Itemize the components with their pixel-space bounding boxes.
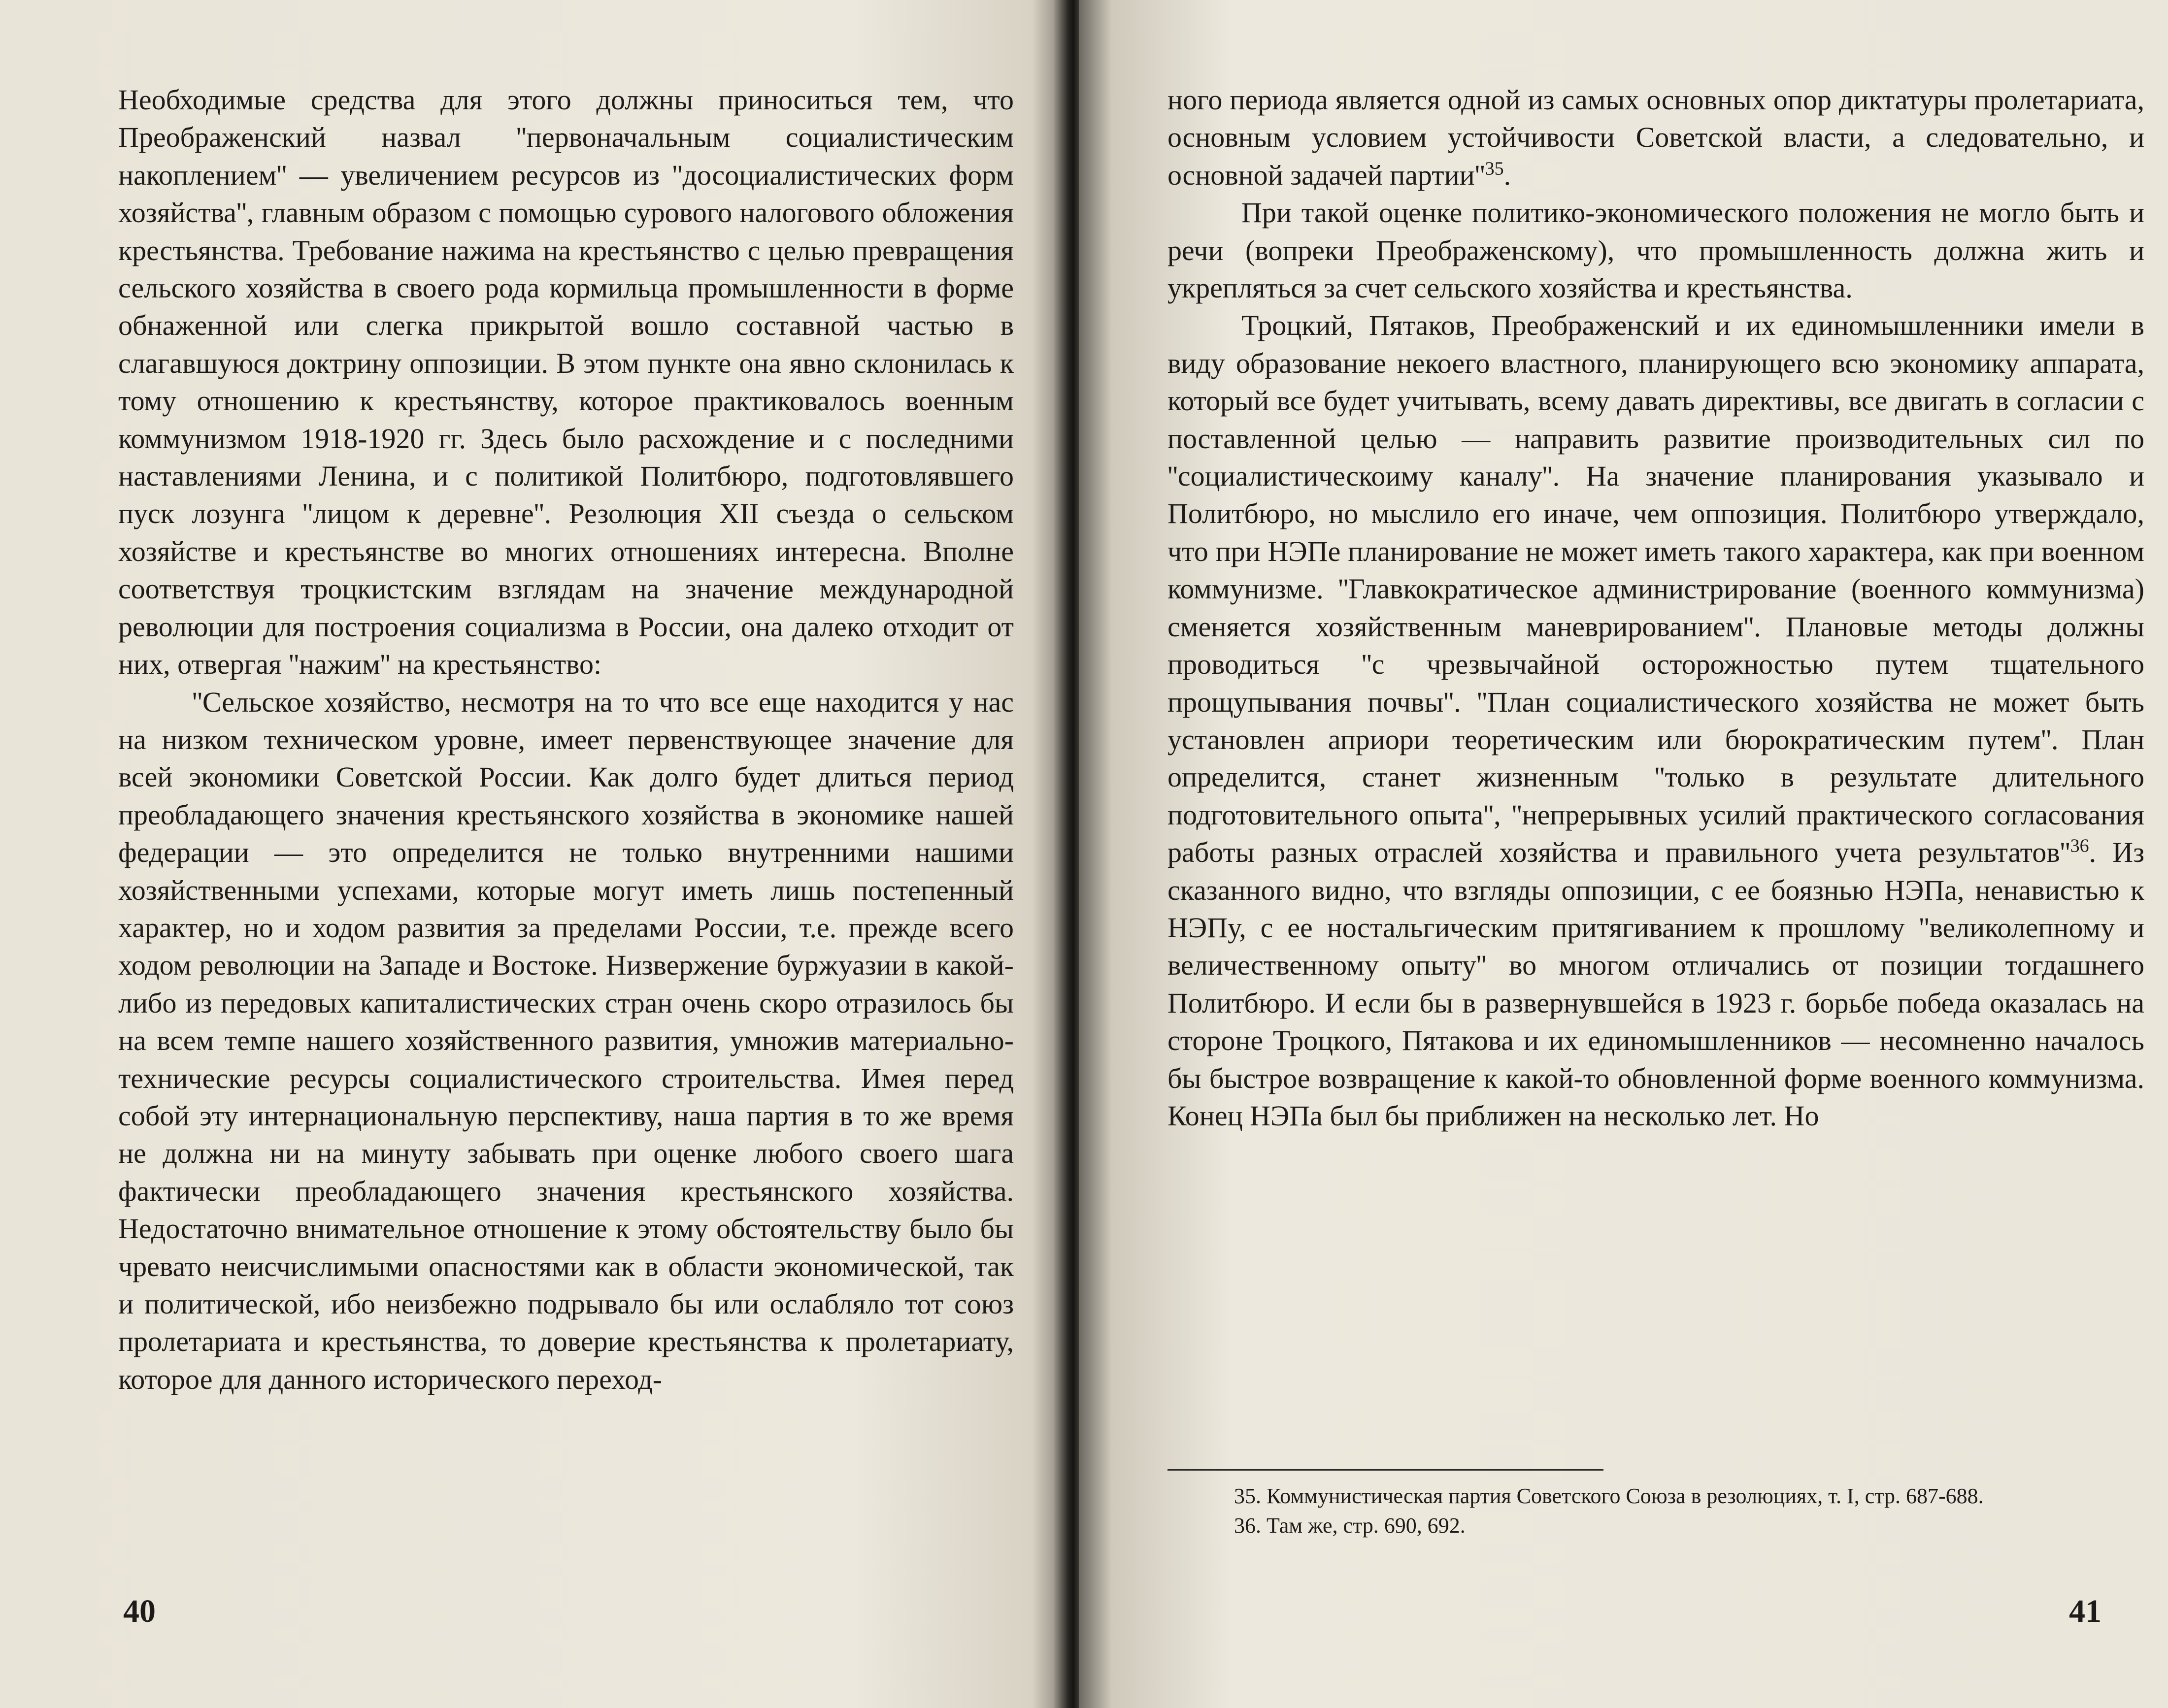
footnote-ref[interactable]: 35 [1485,158,1504,179]
footnotes [1167,1481,2144,1541]
paragraph [1167,307,2144,1135]
right-page-text [1167,81,2144,1135]
paragraph [1167,81,2144,194]
footnote-ref[interactable]: 36 [2070,835,2089,856]
footnote-divider [1167,1469,1603,1471]
left-page-text [118,81,1014,1398]
paragraph-text: ного периода является одной из самых основных опор диктатуры пролетариата, основным условием устойчивости Советской власти, а следовательно, и основной задачей партии'' [1167,84,2144,191]
left-page [0,0,1064,1708]
quotation-paragraph: ''Сельское хозяйство, несмотря на то что все еще находится у нас на низком техническом уровне, имеет первенствующее значение для всей экономики Советской России. Как долго будет длиться период преобладающего значения крестьянского хозяйства в экономике нашей федерации — это определится не только внутренними нашими хозяйственными успехами, которые могут иметь лишь постепенный характер, но и ходом развития за пределами России, т.е. прежде всего ходом революции на Западе и Востоке. Низвержение буржуазии в какой-либо из передовых капиталистических стран очень скоро отразилось бы на всем темпе нашего хозяйственного развития, умножив материально-технические ресурсы социалистического строительства. Имея перед собой эту интернациональную перспективу, наша партия в то же время не должна ни на минуту забывать при оценке любого своего шага фактически преобладающего значения крестьянского хозяйства. Недостаточно внимательное отношение к этому обстоятельству было бы чревато неисчислимыми опасностями как в области экономической, так и политической, ибо неизбежно подрывало бы или ослабляло тот союз пролетариата и крестьянства, то доверие крестьянства к пролетариату, которое для данного исторического переход- [118,686,1014,1395]
paragraph: При такой оценке политико-экономического положения не могло быть и речи (вопреки Преображенскому), что промышленность должна жить и укрепляться за счет сельского хозяйства и крестьянства. [1167,197,2144,304]
paragraph-text: . [1503,159,1511,191]
page-number: 40 [123,1593,156,1629]
footnote: 35. Коммунистическая партия Советского Союза в резолюциях, т. I, стр. 687-688. [1234,1484,1984,1508]
page-number: 41 [2069,1593,2101,1629]
paragraph: Необходимые средства для этого должны приноситься тем, что Преображенский назвал ''первоначальным социалистическим накоплением'' — увеличением ресурсов из ''досоциалистических форм хозяйства'', главным образом с помощью сурового налогового обложения крестьянства. Требование нажима на крестьянство с целью превращения сельского хозяйства в своего рода кормильца промышленности в форме обнаженной или слегка прикрытой вошло составной частью в слагавшуюся доктрину оппозиции. В этом пункте она явно склонилась к тому отношению к крестьянству, которое практиковалось военным коммунизмом 1918-1920 гг. Здесь было расхождение и с последними наставлениями Ленина, и с политикой Политбюро, подготовлявшего пуск лозунга ''лицом к деревне''. Резолюция XII съезда о сельском хозяйстве и крестьянстве во многих отношениях интересна. Вполне соответствуя троцкистским взглядам на значение международной революции для построения социализма в России, она далеко отходит от них, отвергая ''нажим'' на крестьянство: [118,84,1014,681]
paragraph-text: Троцкий, Пятаков, Преображенский и их единомышленники имели в виду образование некоего властного, планирующего всю экономику аппарата, который все будет учитывать, всему давать директивы, все двигать в согласии с поставленной целью — направить развитие производительных сил по ''социалистическоиму каналу''. На значение планирования указывало и Политбюро, но мыслило его иначе, чем оппозиция. Политбюро утверждало, что при НЭПе планирование не может иметь такого характера, как при военном коммунизме. ''Главкократическое администрирование (военного коммунизма) сменяется хозяйственным маневрированием''. Плановые методы должны проводиться ''с чрезвычайной осторожностью путем тщательного прощупывания почвы''. ''План социалистического хозяйства не может быть установлен априори теоретическим или бюрократическим путем''. План определится, станет жизненным ''только в результате длительного подготовительного опыта'', ''непрерывных усилий практического согласования работы разных отраслей хозяйства и правильного учета результатов'' [1167,309,2144,869]
right-page [1079,0,2168,1708]
footnote: 36. Там же, стр. 690, 692. [1234,1513,1466,1538]
paragraph-text: . Из сказанного видно, что взгляды оппозиции, с ее боязнью НЭПа, ненавистью к НЭПу, с ее ностальгическим притягиванием к прошлому ''великолепному и величественному опыту'' во многом отличались от позиции тогдашнего Политбюро. И если бы в развернувшейся в 1923 г. борьбе победа оказалась на стороне Троцкого, Пятакова и их единомышленников — несомненно началось бы быстрое возвращение к какой-то обновленной форме военного коммунизма. Конец НЭПа был бы приближен на несколько лет. Но [1167,836,2145,1132]
